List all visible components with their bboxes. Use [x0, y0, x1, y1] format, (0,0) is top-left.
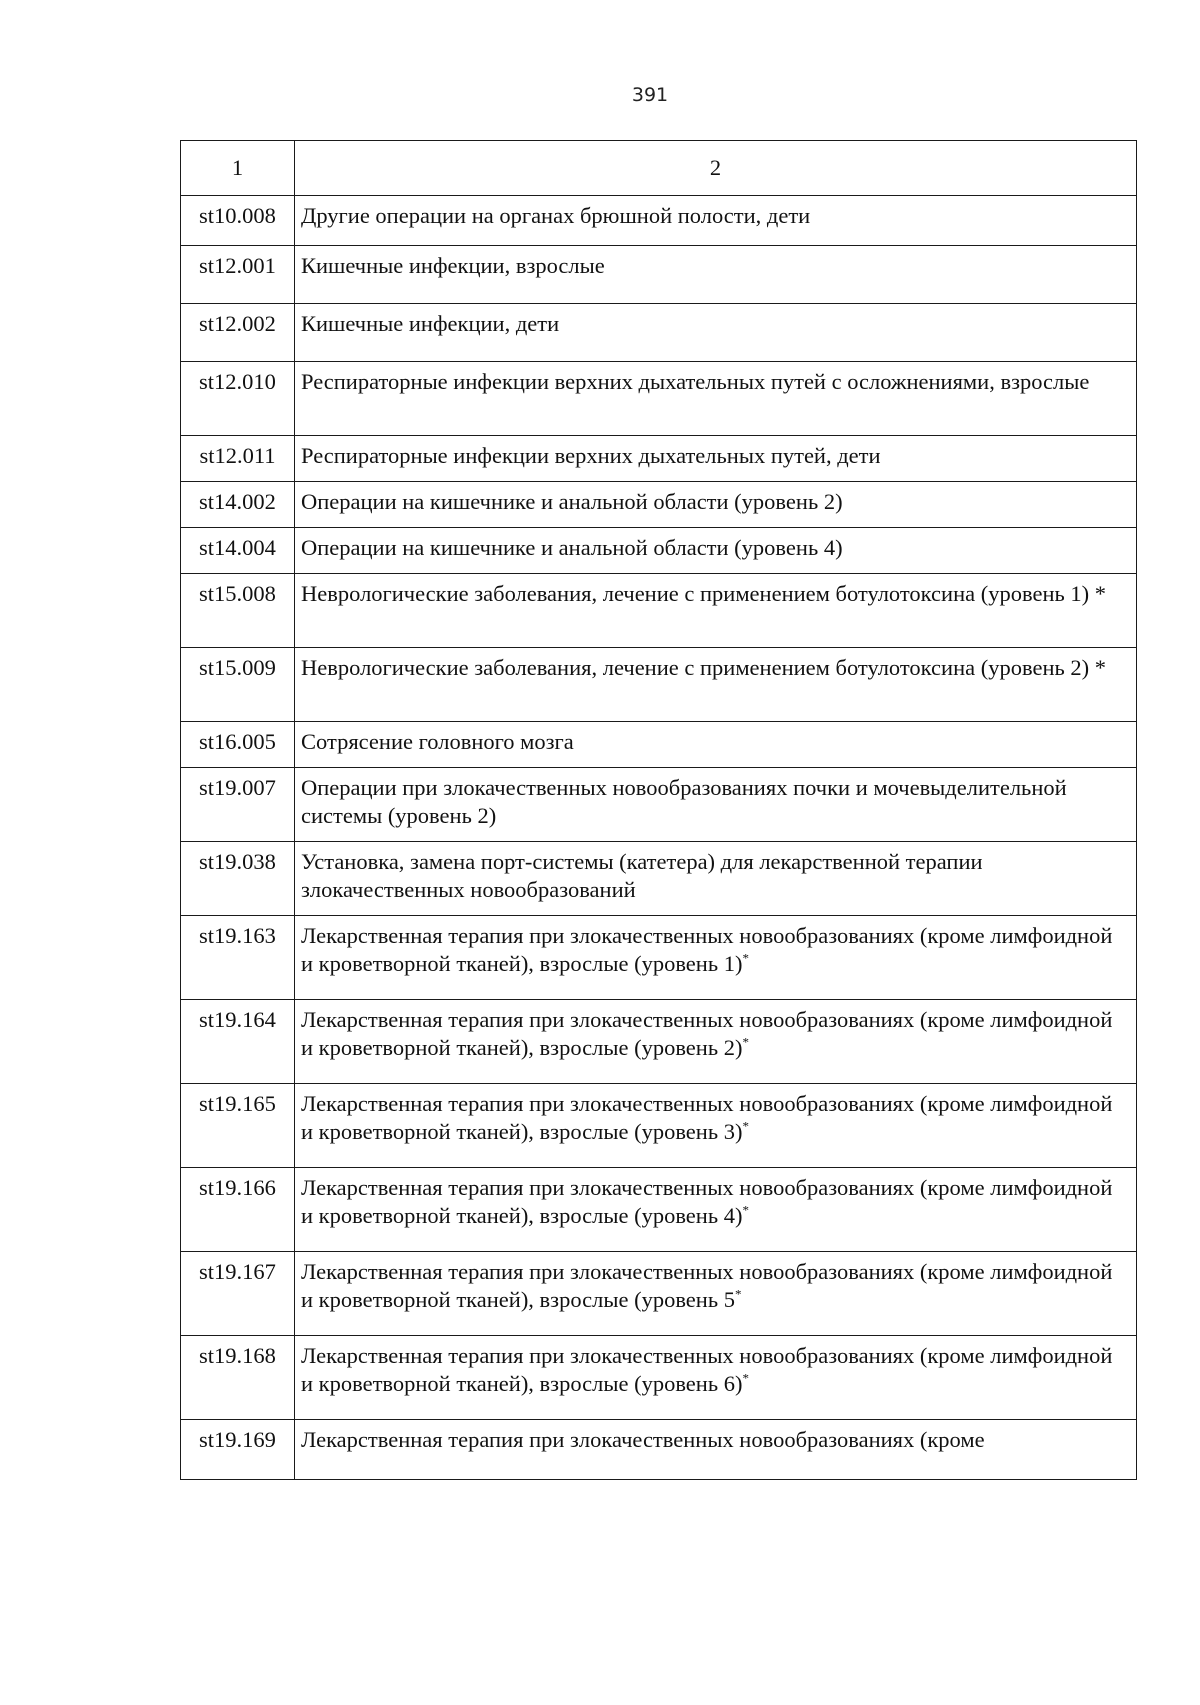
table-row [181, 1084, 1137, 1168]
row-description: Лекарственная терапия при злокачественных новообразованиях (кроме лимфоидной и кроветворной тканей), взрослые (уровень 4) [301, 1175, 1113, 1228]
row-code: st19.169 [181, 1420, 295, 1480]
table-row [181, 1252, 1137, 1336]
footnote-marker: * [742, 950, 749, 966]
row-code: st12.001 [181, 246, 295, 304]
table-row [181, 648, 1137, 722]
row-description-cell [295, 304, 1137, 362]
footnote-marker: * [742, 1370, 749, 1386]
row-code: st19.007 [181, 768, 295, 842]
row-description: Сотрясение головного мозга [301, 729, 574, 754]
table-row [181, 1336, 1137, 1420]
row-description: Операции на кишечнике и анальной области (уровень 4) [301, 535, 843, 560]
table-header-row [181, 141, 1137, 196]
footnote-marker: * [742, 1118, 749, 1134]
table-row [181, 842, 1137, 916]
row-code: st12.011 [181, 436, 295, 482]
row-description-cell [295, 1168, 1137, 1252]
row-description-cell [295, 246, 1137, 304]
table-row [181, 436, 1137, 482]
row-description-cell [295, 916, 1137, 1000]
table-body [181, 196, 1137, 1480]
row-description: Лекарственная терапия при злокачественных новообразованиях (кроме [301, 1427, 985, 1452]
row-description-cell [295, 574, 1137, 648]
table-row [181, 768, 1137, 842]
row-description: Другие операции на органах брюшной полости, дети [301, 203, 811, 228]
row-description: Операции на кишечнике и анальной области (уровень 2) [301, 489, 843, 514]
row-description: Установка, замена порт-системы (катетера) для лекарственной терапии злокачественных новообразований [301, 849, 983, 902]
table-row [181, 1000, 1137, 1084]
table-row [181, 196, 1137, 246]
column-header-1: 1 [181, 141, 295, 196]
column-header-2: 2 [295, 141, 1137, 196]
row-description-cell [295, 362, 1137, 436]
codes-table [180, 140, 1137, 1480]
row-description-cell [295, 482, 1137, 528]
row-description-cell [295, 1000, 1137, 1084]
row-code: st10.008 [181, 196, 295, 246]
row-description-cell [295, 722, 1137, 768]
row-code: st15.009 [181, 648, 295, 722]
row-description-cell [295, 768, 1137, 842]
row-code: st19.168 [181, 1336, 295, 1420]
table-row [181, 916, 1137, 1000]
table-row [181, 722, 1137, 768]
row-description: Лекарственная терапия при злокачественных новообразованиях (кроме лимфоидной и кроветворной тканей), взрослые (уровень 5 [301, 1259, 1113, 1312]
row-code: st15.008 [181, 574, 295, 648]
row-description-cell [295, 436, 1137, 482]
row-code: st19.165 [181, 1084, 295, 1168]
row-description-cell [295, 842, 1137, 916]
row-description: Респираторные инфекции верхних дыхательных путей, дети [301, 443, 881, 468]
table-row [181, 482, 1137, 528]
row-description-cell [295, 1336, 1137, 1420]
row-description-cell [295, 1084, 1137, 1168]
row-code: st12.002 [181, 304, 295, 362]
row-code: st19.166 [181, 1168, 295, 1252]
row-code: st19.167 [181, 1252, 295, 1336]
table-row [181, 1420, 1137, 1480]
table-row [181, 246, 1137, 304]
footnote-marker: * [734, 1286, 742, 1302]
row-description-cell [295, 1252, 1137, 1336]
page-number: 391 [631, 84, 669, 106]
row-code: st19.038 [181, 842, 295, 916]
row-description-cell [295, 648, 1137, 722]
row-description: Лекарственная терапия при злокачественных новообразованиях (кроме лимфоидной и кроветворной тканей), взрослые (уровень 1) [301, 923, 1113, 976]
row-description: Респираторные инфекции верхних дыхательных путей с осложнениями, взрослые [301, 369, 1090, 394]
row-code: st14.004 [181, 528, 295, 574]
row-code: st12.010 [181, 362, 295, 436]
row-description: Неврологические заболевания, лечение с применением ботулотоксина (уровень 2) * [301, 655, 1106, 680]
table-row [181, 574, 1137, 648]
row-description: Лекарственная терапия при злокачественных новообразованиях (кроме лимфоидной и кроветворной тканей), взрослые (уровень 2) [301, 1007, 1113, 1060]
row-description-cell [295, 528, 1137, 574]
row-code: st19.164 [181, 1000, 295, 1084]
table-row [181, 1168, 1137, 1252]
row-description: Лекарственная терапия при злокачественных новообразованиях (кроме лимфоидной и кроветворной тканей), взрослые (уровень 3) [301, 1091, 1113, 1144]
footnote-marker: * [742, 1202, 749, 1218]
table-row [181, 304, 1137, 362]
row-code: st16.005 [181, 722, 295, 768]
row-description: Неврологические заболевания, лечение с применением ботулотоксина (уровень 1) * [301, 581, 1106, 606]
row-description-cell [295, 1420, 1137, 1480]
row-description-cell [295, 196, 1137, 246]
row-description: Кишечные инфекции, дети [301, 311, 560, 336]
table-row [181, 362, 1137, 436]
table-row [181, 528, 1137, 574]
row-description: Кишечные инфекции, взрослые [301, 253, 605, 278]
row-code: st19.163 [181, 916, 295, 1000]
row-description: Операции при злокачественных новообразованиях почки и мочевыделительной системы (уровень 2) [301, 775, 1067, 828]
row-code: st14.002 [181, 482, 295, 528]
row-description: Лекарственная терапия при злокачественных новообразованиях (кроме лимфоидной и кроветворной тканей), взрослые (уровень 6) [301, 1343, 1113, 1396]
footnote-marker: * [742, 1034, 749, 1050]
